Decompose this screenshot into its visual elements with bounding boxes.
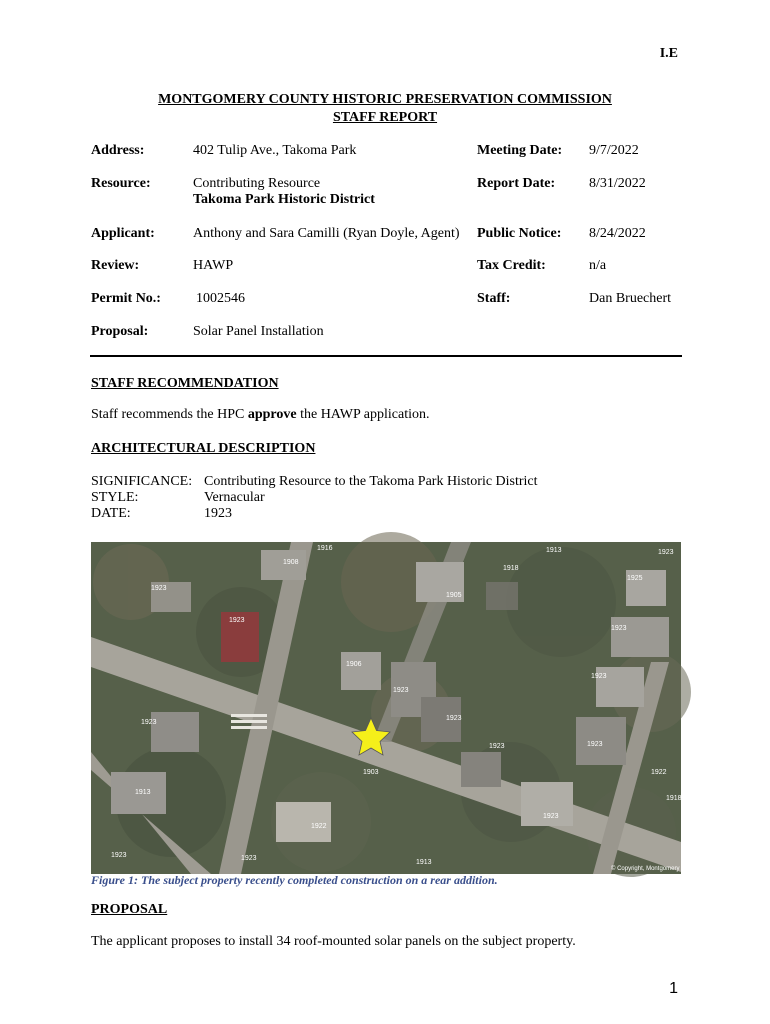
public-notice-label: Public Notice:	[477, 226, 562, 241]
aerial-map-image	[91, 542, 701, 874]
map-year-label: 1918	[503, 565, 519, 572]
permit-label: Permit No.:	[91, 291, 161, 306]
map-copyright: © Copyright, Montgomery County	[611, 866, 701, 872]
map-year-label: 1923	[141, 719, 157, 726]
proposal-value: Solar Panel Installation	[193, 324, 324, 339]
resource-value: Contributing Resource	[193, 176, 321, 191]
report-header-subtitle: STAFF REPORT	[332, 110, 438, 125]
tax-credit-label: Tax Credit:	[477, 258, 546, 273]
tax-credit-value: n/a	[589, 258, 607, 273]
map-year-label: 1923	[591, 673, 607, 680]
map-year-label: 1918	[666, 795, 682, 802]
address-value: 402 Tulip Ave., Takoma Park	[193, 143, 357, 158]
significance-label: SIGNIFICANCE:	[91, 474, 193, 489]
meeting-date-label: Meeting Date:	[477, 143, 563, 158]
review-value: HAWP	[193, 258, 234, 273]
map-year-label: 1923	[611, 625, 627, 632]
agenda-item-number: I.E	[659, 46, 678, 61]
style-value: Vernacular	[204, 490, 265, 505]
proposal-heading: PROPOSAL	[91, 902, 168, 917]
map-year-label: 1905	[446, 592, 462, 599]
staff-recommendation-heading: STAFF RECOMMENDATION	[91, 376, 279, 391]
date-label: DATE:	[91, 506, 131, 521]
map-year-label: 1923	[587, 741, 603, 748]
staff-value: Dan Bruechert	[589, 291, 672, 306]
map-year-label: 1913	[416, 859, 432, 866]
public-notice-value: 8/24/2022	[589, 226, 646, 241]
report-header-title: MONTGOMERY COUNTY HISTORIC PRESERVATION COMMISSION	[158, 92, 612, 107]
map-year-label: 1916	[317, 545, 333, 552]
map-year-label: 1923	[658, 549, 674, 556]
map-year-label: 1913	[546, 547, 562, 554]
recommendation-text-before: Staff recommends the HPC	[91, 407, 248, 422]
applicant-value: Anthony and Sara Camilli (Ryan Doyle, Agent)	[193, 226, 460, 241]
map-year-label: 1922	[651, 769, 667, 776]
style-label: STYLE:	[91, 490, 139, 505]
date-value: 1923	[204, 506, 232, 521]
staff-recommendation-text	[91, 407, 429, 423]
recommendation-text-after: the HAWP application.	[296, 407, 430, 422]
proposal-label: Proposal:	[91, 324, 149, 339]
address-label: Address:	[91, 143, 145, 158]
map-year-label: 1923	[111, 852, 127, 859]
figure-caption: Figure 1: The subject property recently completed construction on a rear addition.	[91, 873, 498, 887]
proposal-text: The applicant proposes to install 34 roof-mounted solar panels on the subject property.	[91, 934, 576, 949]
map-year-label: 1923	[489, 743, 505, 750]
report-date-value: 8/31/2022	[589, 176, 646, 191]
aerial-map	[91, 542, 701, 874]
resource-label: Resource:	[91, 176, 151, 191]
report-date-label: Report Date:	[477, 176, 556, 191]
applicant-label: Applicant:	[91, 226, 155, 241]
map-year-label: 1913	[135, 789, 151, 796]
map-year-label: 1903	[363, 769, 379, 776]
review-label: Review:	[91, 258, 140, 273]
map-year-label: 1923	[393, 687, 409, 694]
recommendation-approve: approve	[247, 407, 297, 422]
historic-district-value: Takoma Park Historic District	[193, 192, 375, 207]
staff-label: Staff:	[477, 291, 511, 306]
map-year-label: 1922	[311, 823, 327, 830]
map-year-label: 1906	[346, 661, 362, 668]
map-year-label: 1923	[229, 617, 245, 624]
map-year-label: 1923	[543, 813, 559, 820]
page-number: 1	[669, 980, 678, 997]
map-year-label: 1923	[446, 715, 462, 722]
header-divider	[90, 355, 682, 357]
map-year-label: 1923	[151, 585, 167, 592]
significance-value: Contributing Resource to the Takoma Park Historic District	[204, 474, 538, 489]
permit-value: 1002546	[196, 291, 245, 306]
map-year-label: 1908	[283, 559, 299, 566]
architectural-description-heading: ARCHITECTURAL DESCRIPTION	[91, 441, 316, 456]
map-year-label: 1923	[241, 855, 257, 862]
map-year-label: 1925	[627, 575, 643, 582]
meeting-date-value: 9/7/2022	[589, 143, 639, 158]
